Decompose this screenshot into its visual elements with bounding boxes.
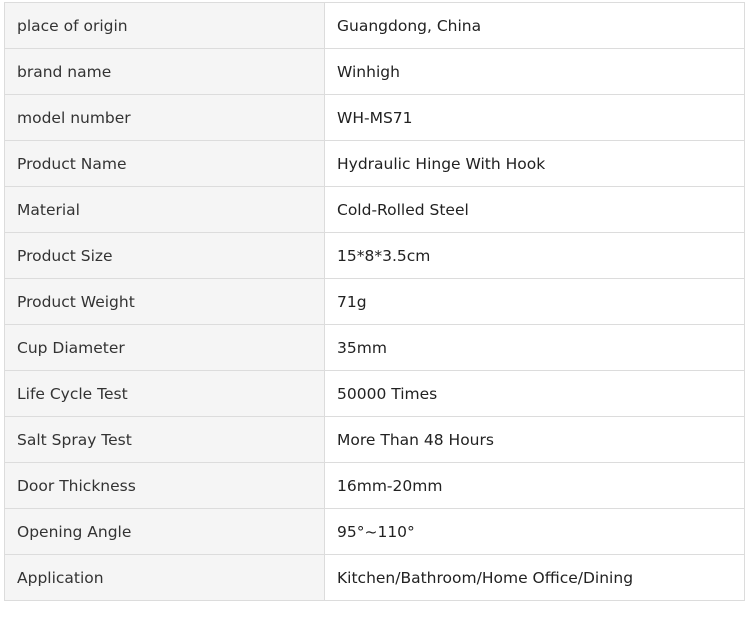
spec-value: Guangdong, China bbox=[325, 3, 745, 49]
spec-value: Cold-Rolled Steel bbox=[325, 187, 745, 233]
table-row bbox=[5, 509, 745, 555]
product-spec-table bbox=[4, 2, 745, 601]
spec-value: 95°~110° bbox=[325, 509, 745, 555]
spec-label: Door Thickness bbox=[5, 463, 325, 509]
table-row bbox=[5, 49, 745, 95]
spec-value: 50000 Times bbox=[325, 371, 745, 417]
spec-label: model number bbox=[5, 95, 325, 141]
spec-value: WH-MS71 bbox=[325, 95, 745, 141]
spec-label: Cup Diameter bbox=[5, 325, 325, 371]
spec-label: place of origin bbox=[5, 3, 325, 49]
spec-label: Salt Spray Test bbox=[5, 417, 325, 463]
spec-label: Life Cycle Test bbox=[5, 371, 325, 417]
spec-value: 35mm bbox=[325, 325, 745, 371]
table-row bbox=[5, 141, 745, 187]
spec-label: Product Name bbox=[5, 141, 325, 187]
table-row bbox=[5, 3, 745, 49]
spec-value: Kitchen/Bathroom/Home Office/Dining bbox=[325, 555, 745, 601]
table-row bbox=[5, 417, 745, 463]
table-row bbox=[5, 95, 745, 141]
spec-label: Material bbox=[5, 187, 325, 233]
spec-value: 16mm-20mm bbox=[325, 463, 745, 509]
spec-value: 15*8*3.5cm bbox=[325, 233, 745, 279]
spec-value: 71g bbox=[325, 279, 745, 325]
table-row bbox=[5, 325, 745, 371]
spec-table-body bbox=[5, 3, 745, 601]
table-row bbox=[5, 463, 745, 509]
spec-label: Product Weight bbox=[5, 279, 325, 325]
spec-value: Winhigh bbox=[325, 49, 745, 95]
spec-value: Hydraulic Hinge With Hook bbox=[325, 141, 745, 187]
table-row bbox=[5, 279, 745, 325]
spec-label: Opening Angle bbox=[5, 509, 325, 555]
spec-label: brand name bbox=[5, 49, 325, 95]
spec-label: Product Size bbox=[5, 233, 325, 279]
table-row bbox=[5, 555, 745, 601]
table-row bbox=[5, 371, 745, 417]
table-row bbox=[5, 187, 745, 233]
spec-label: Application bbox=[5, 555, 325, 601]
spec-value: More Than 48 Hours bbox=[325, 417, 745, 463]
table-row bbox=[5, 233, 745, 279]
